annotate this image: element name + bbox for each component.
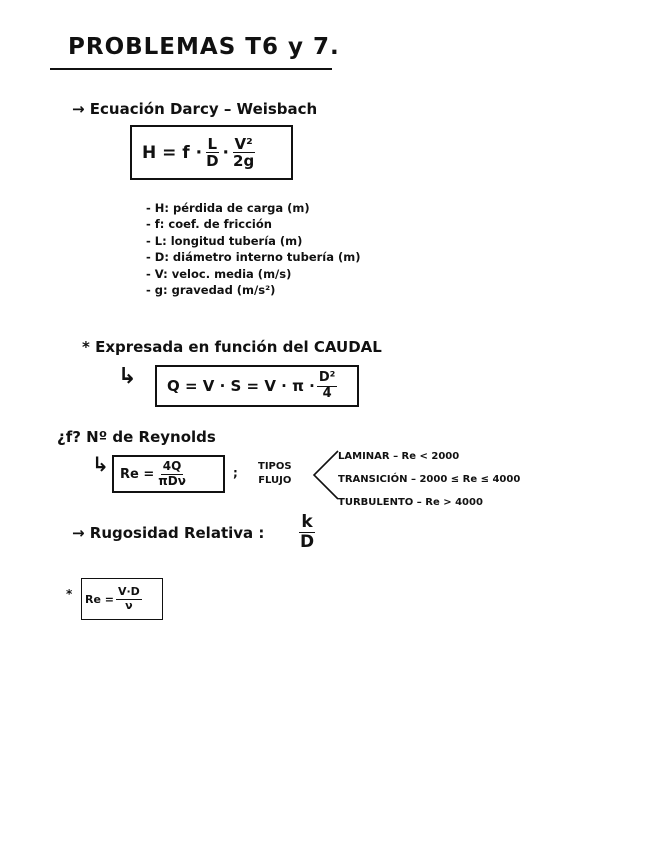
variable-d: - D: diámetro interno tubería (m) xyxy=(146,250,361,265)
variable-g: - g: gravedad (m/s²) xyxy=(146,283,276,298)
caudal-num: D² xyxy=(318,370,336,386)
reynolds-fraction xyxy=(156,460,188,487)
reynolds-formula-box xyxy=(112,455,225,493)
rugosidad-den: D xyxy=(300,531,315,552)
darcy-fraction-v2-2g xyxy=(231,136,256,170)
caudal-heading: * Expresada en función del CAUDAL xyxy=(82,338,382,356)
flow-type-transicion: TRANSICIÓN – 2000 ≤ Re ≤ 4000 xyxy=(338,474,521,485)
variable-l: - L: longitud tubería (m) xyxy=(146,233,303,248)
tipos-label: TIPOS xyxy=(258,461,292,472)
darcy-heading: → Ecuación Darcy – Weisbach xyxy=(72,100,318,118)
darcy-formula xyxy=(132,127,291,178)
reynolds-lhs: Re = xyxy=(120,466,155,482)
flow-type-laminar: LAMINAR – Re < 2000 xyxy=(338,451,460,462)
variable-h: - H: pérdida de carga (m) xyxy=(146,201,310,215)
reynolds-arrow: ↳ xyxy=(92,452,109,476)
variable-v: - V: veloc. media (m/s) xyxy=(146,266,292,281)
darcy-frac2-den: 2g xyxy=(233,152,255,170)
flow-types xyxy=(338,445,520,514)
page-title: PROBLEMAS T6 y 7. xyxy=(68,34,340,60)
re-alt-box xyxy=(81,578,163,620)
re-alt-den: ν xyxy=(125,598,133,612)
darcy-frac2-num: V² xyxy=(234,134,253,153)
rugosidad-fraction xyxy=(296,513,318,551)
title-underline xyxy=(50,68,332,70)
caudal-formula-box xyxy=(155,365,359,407)
reynolds-formula xyxy=(114,457,223,491)
re-alt-lhs: Re = xyxy=(85,592,114,606)
darcy-frac1-num: L xyxy=(207,134,218,153)
re-alt-num: V·D xyxy=(117,585,140,599)
re-alt-formula xyxy=(82,579,162,619)
darcy-fraction-l-d xyxy=(204,136,220,170)
rugosidad-label: → Rugosidad Relativa : xyxy=(72,524,265,542)
darcy-formula-box xyxy=(130,125,293,180)
variable-f: - f: coef. de fricción xyxy=(146,217,272,232)
reynolds-heading: ¿f? Nº de Reynolds xyxy=(57,428,216,446)
flow-type-turbulento: TURBULENTO – Re > 4000 xyxy=(338,497,483,508)
rugosidad-frac xyxy=(298,513,316,551)
re-alt-fraction xyxy=(116,586,142,611)
reynolds-num: 4Q xyxy=(162,459,182,474)
caudal-den: 4 xyxy=(322,385,332,401)
darcy-frac1-den: D xyxy=(206,152,219,170)
darcy-dot: · xyxy=(222,142,230,163)
caudal-arrow: ↳ xyxy=(118,364,137,389)
tipos-flujo xyxy=(258,460,292,488)
caudal-lhs: Q = V · S = V · π · xyxy=(167,377,315,395)
caudal-fraction xyxy=(317,371,338,401)
darcy-lhs: H = f · xyxy=(142,142,203,163)
variables-list xyxy=(146,200,361,298)
reynolds-den: πDν xyxy=(158,473,186,488)
re-alt-marker: * xyxy=(66,587,73,601)
reynolds-separator: ; xyxy=(233,466,238,480)
rugosidad-num: k xyxy=(301,512,313,532)
caudal-formula xyxy=(157,367,357,405)
flujo-label: FLUJO xyxy=(258,475,292,486)
